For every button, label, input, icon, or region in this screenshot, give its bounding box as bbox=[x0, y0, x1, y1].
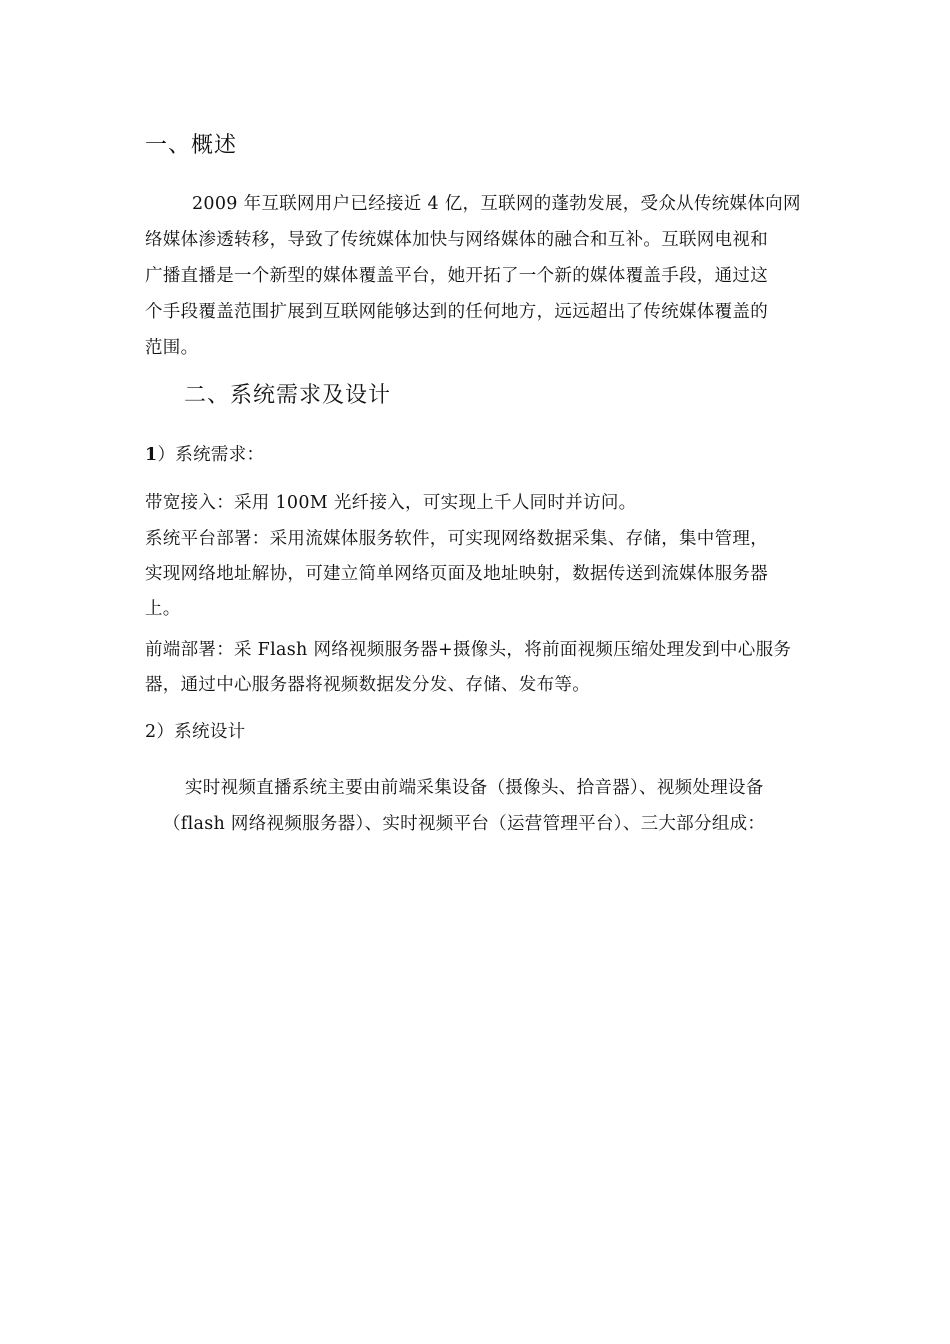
requirements-number: 1 bbox=[145, 445, 158, 465]
section1-paragraph-line-5: 范围。 bbox=[145, 338, 199, 358]
platform-line-3: 上。 bbox=[145, 599, 181, 619]
section1-paragraph bbox=[145, 186, 801, 366]
section1-paragraph-line-1: 2009 年互联网用户已经接近 4 亿，互联网的蓬勃发展，受众从传统媒体向网 bbox=[192, 194, 801, 214]
requirements-label: ）系统需求： bbox=[157, 445, 265, 465]
requirements-heading bbox=[145, 437, 264, 473]
platform-line-2: 实现网络地址解协，可建立简单网络页面及地址映射，数据传送到流媒体服务器 bbox=[145, 564, 768, 584]
design-label: 2）系统设计 bbox=[145, 722, 246, 742]
section1-paragraph-line-4: 个手段覆盖范围扩展到互联网能够达到的任何地方，远远超出了传统媒体覆盖的 bbox=[145, 302, 768, 322]
section1-paragraph-line-2: 络媒体渗透转移，导致了传统媒体加快与网络媒体的融合和互补。互联网电视和 bbox=[145, 230, 768, 250]
platform-text bbox=[145, 522, 768, 627]
design-paragraph bbox=[145, 770, 765, 842]
bandwidth-text bbox=[145, 486, 636, 521]
design-heading bbox=[145, 715, 245, 750]
section1-paragraph-line-3: 广播直播是一个新型的媒体覆盖平台，她开拓了一个新的媒体覆盖手段，通过这 bbox=[145, 266, 768, 286]
platform-line-1: 系统平台部署：采用流媒体服务软件，可实现网络数据采集、存储，集中管理， bbox=[145, 529, 768, 549]
section1-heading: 一、概述 bbox=[145, 133, 238, 158]
section2-heading: 二、系统需求及设计 bbox=[184, 383, 392, 408]
frontend-line-1: 前端部署：采 Flash 网络视频服务器+摄像头，将前面视频压缩处理发到中心服务 bbox=[145, 640, 792, 660]
design-paragraph-line-1: 实时视频直播系统主要由前端采集设备（摄像头、拾音器）、视频处理设备 bbox=[185, 778, 764, 798]
bandwidth-line: 带宽接入：采用 100M 光纤接入，可实现上千人同时并访问。 bbox=[145, 493, 637, 513]
design-paragraph-line-2: （flash 网络视频服务器）、实时视频平台（运营管理平台）、三大部分组成： bbox=[163, 814, 766, 834]
frontend-text bbox=[145, 633, 791, 703]
frontend-line-2: 器，通过中心服务器将视频数据发分发、存储、发布等。 bbox=[145, 675, 590, 695]
